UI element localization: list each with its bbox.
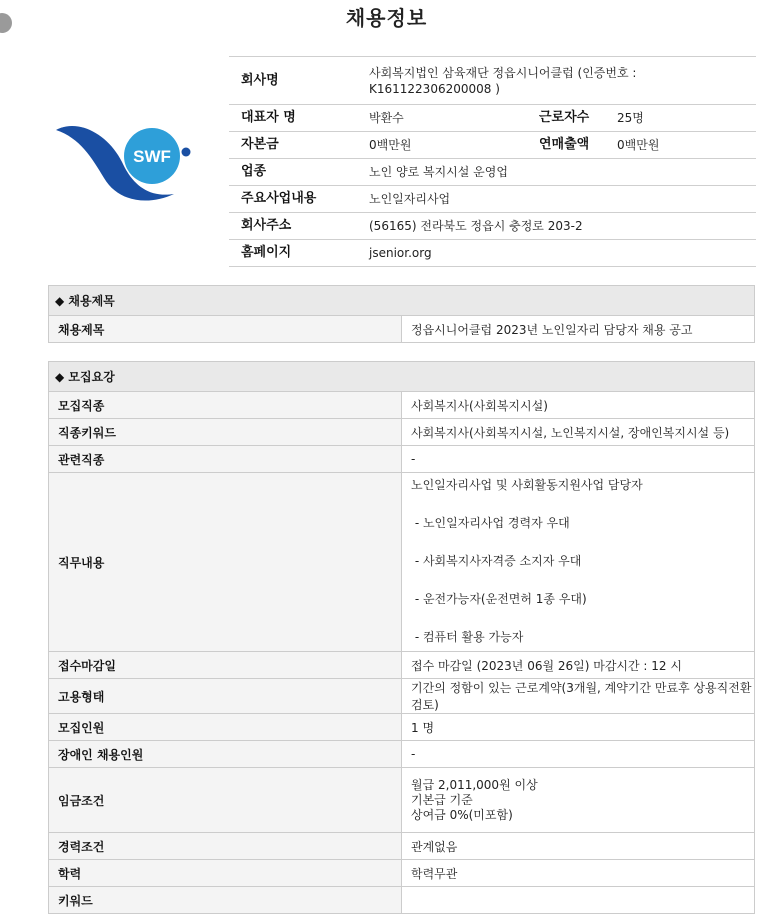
recruit-row-wage: [49, 768, 755, 833]
sales-label: 연매출액: [527, 132, 605, 159]
duties-line: - 운전가능자(운전면허 1종 우대): [411, 592, 587, 606]
headcount-value: 1 명: [402, 714, 755, 741]
job-keywords-label: 직종키워드: [49, 419, 402, 446]
address-value: (56165) 전라북도 정읍시 충정로 203-2: [357, 213, 756, 240]
duties-line: 노인일자리사업 및 사회활동지원사업 담당자: [411, 478, 643, 492]
keyword-value: [402, 887, 755, 914]
employment-type-value: 기간의 정함이 있는 근로계약(3개월, 계약기간 만료후 상용직전환검토): [402, 679, 755, 714]
employees-value: 25명: [605, 105, 756, 132]
job-title-heading: ◆ 채용제목: [49, 286, 755, 316]
job-type-label: 모집직종: [49, 392, 402, 419]
recruit-row-education: [49, 860, 755, 887]
recruit-row-keyword: [49, 887, 755, 914]
wage-line: 기본급 기준: [411, 792, 473, 807]
recruit-row-job-type: [49, 392, 755, 419]
industry-label: 업종: [229, 159, 357, 186]
logo-dot-icon: [182, 148, 191, 157]
related-job-value: -: [402, 446, 755, 473]
company-row-industry: [229, 159, 756, 186]
company-logo: [52, 112, 202, 207]
industry-value: 노인 양로 복지시설 운영업: [357, 159, 756, 186]
job-title-label: 채용제목: [49, 316, 402, 343]
disabled-hire-value: -: [402, 741, 755, 768]
job-title-row: [49, 316, 755, 343]
wage-label: 임금조건: [49, 768, 402, 833]
keyword-label: 키워드: [49, 887, 402, 914]
recruit-row-employment: [49, 679, 755, 714]
homepage-label: 홈페이지: [229, 240, 357, 267]
company-row-ceo: [229, 105, 756, 132]
company-row-name: [229, 57, 756, 105]
business-value: 노인일자리사업: [357, 186, 756, 213]
deadline-value: 접수 마감일 (2023년 06월 26일) 마감시간 : 12 시: [402, 652, 755, 679]
recruit-row-related: [49, 446, 755, 473]
logo-text: SWF: [133, 147, 171, 166]
company-row-capital: [229, 132, 756, 159]
page-title: 채용정보: [345, 6, 428, 30]
education-label: 학력: [49, 860, 402, 887]
company-row-address: [229, 213, 756, 240]
company-name-label: 회사명: [229, 57, 357, 105]
recruit-row-headcount: [49, 714, 755, 741]
recruit-row-deadline: [49, 652, 755, 679]
sales-value: 0백만원: [605, 132, 756, 159]
company-name-value: 사회복지법인 삼육재단 정읍시니어클럽 (인증번호 : K161122306200008 ): [357, 57, 756, 105]
headcount-label: 모집인원: [49, 714, 402, 741]
ceo-value: 박환수: [357, 105, 527, 132]
homepage-link[interactable]: jsenior.org: [357, 240, 756, 267]
recruit-heading: ◆ 모집요강: [49, 362, 755, 392]
wage-line: 상여금 0%(미포함): [411, 807, 513, 822]
business-label: 주요사업내용: [229, 186, 357, 213]
company-row-business: [229, 186, 756, 213]
ceo-label: 대표자 명: [229, 105, 357, 132]
wage-value: [402, 768, 755, 833]
duties-line: - 노인일자리사업 경력자 우대: [411, 516, 570, 530]
duties-label: 직무내용: [49, 473, 402, 652]
employees-label: 근로자수: [527, 105, 605, 132]
recruit-row-disabled: [49, 741, 755, 768]
recruit-section: [48, 361, 755, 914]
education-value: 학력무관: [402, 860, 755, 887]
duties-line: - 사회복지사자격증 소지자 우대: [411, 554, 582, 568]
capital-value: 0백만원: [357, 132, 527, 159]
disabled-hire-label: 장애인 채용인원: [49, 741, 402, 768]
duties-line: - 컴퓨터 활용 가능자: [411, 630, 524, 644]
experience-label: 경력조건: [49, 833, 402, 860]
recruit-row-duties: [49, 473, 755, 652]
capital-label: 자본금: [229, 132, 357, 159]
deadline-label: 접수마감일: [49, 652, 402, 679]
job-title-value: 정읍시니어클럽 2023년 노인일자리 담당자 채용 공고: [402, 316, 755, 343]
job-keywords-value: 사회복지사(사회복지시설, 노인복지시설, 장애인복지시설 등): [402, 419, 755, 446]
company-row-homepage: [229, 240, 756, 267]
related-job-label: 관련직종: [49, 446, 402, 473]
job-type-value: 사회복지사(사회복지시설): [402, 392, 755, 419]
address-label: 회사주소: [229, 213, 357, 240]
company-info-table: [229, 56, 756, 267]
recruit-row-keywords: [49, 419, 755, 446]
job-title-section: [48, 285, 755, 343]
wage-line: 월급 2,011,000원 이상: [411, 777, 538, 792]
experience-value: 관계없음: [402, 833, 755, 860]
employment-type-label: 고용형태: [49, 679, 402, 714]
duties-value: [402, 473, 755, 652]
recruit-row-experience: [49, 833, 755, 860]
